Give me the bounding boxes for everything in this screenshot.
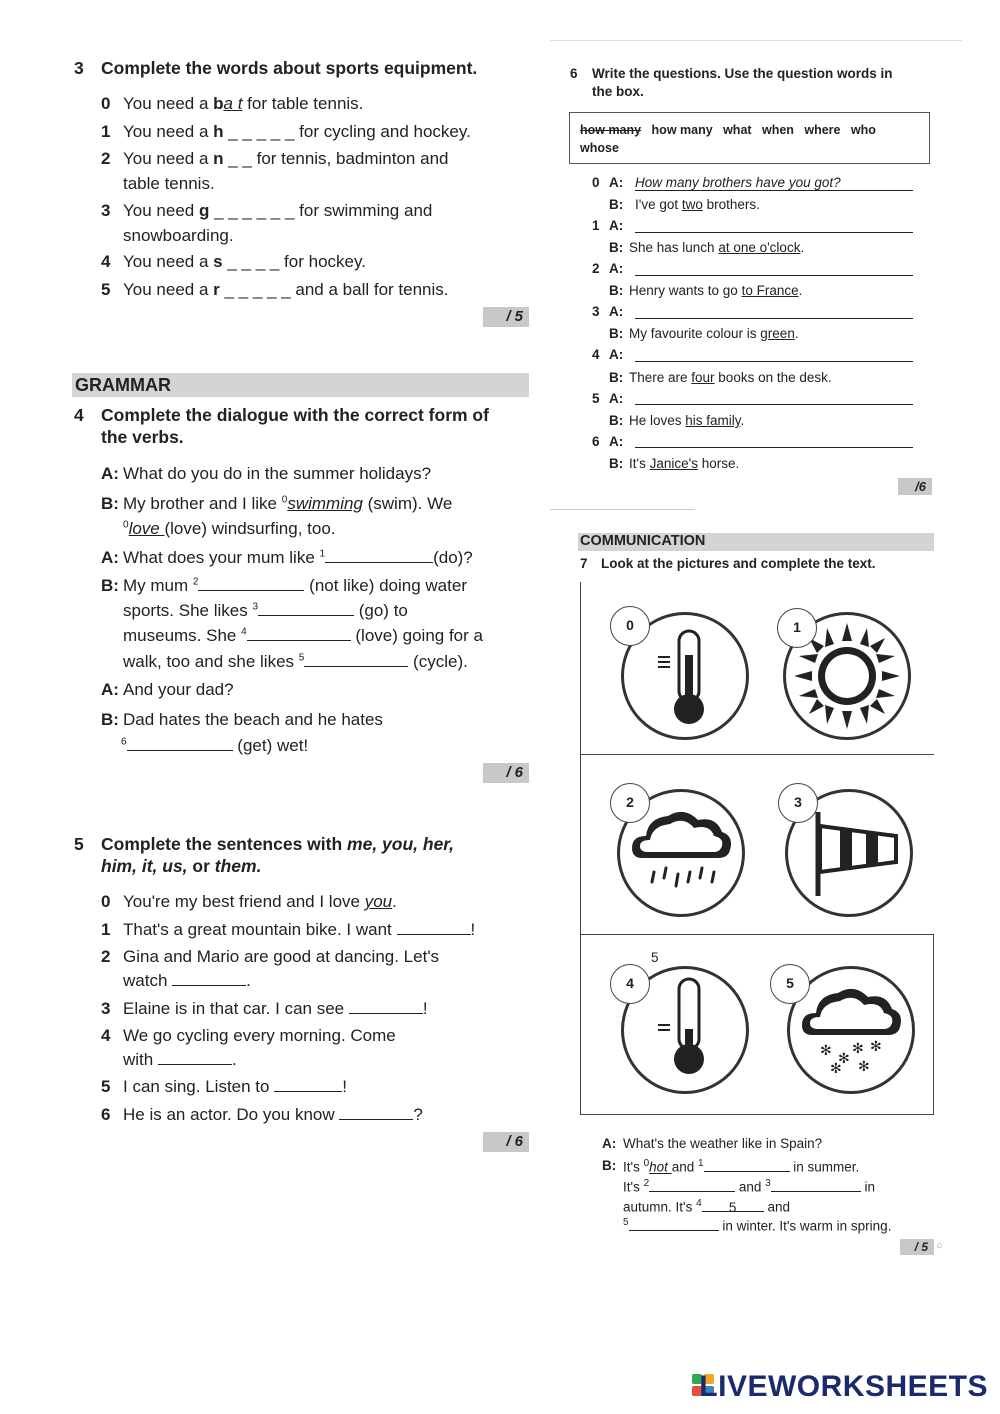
ex6-title-line2: the box. <box>592 84 644 99</box>
communication-heading-bar <box>578 533 934 551</box>
dialogue-line: sports. She likes $^3$ (go) to <box>123 601 408 620</box>
panel-border <box>580 582 581 1115</box>
ex3-item-0: You need a ba t for table tennis. <box>123 94 364 113</box>
answer-blank-5[interactable] <box>304 652 408 667</box>
ex7-a-label: A: <box>602 1136 617 1151</box>
ex6-title-line1: Write the questions. Use the question words in <box>592 66 893 81</box>
ex3-item-number: 0 <box>101 94 111 113</box>
ex7-a-line: What's the weather like in Spain? <box>623 1136 823 1151</box>
ex5-sentence-3: Elaine is in that car. I can see ! <box>123 999 428 1018</box>
speaker-b: B: <box>101 576 119 595</box>
speaker-b: B: <box>101 494 119 513</box>
ex5-blank-1[interactable] <box>397 920 471 935</box>
panel-border <box>933 934 934 1115</box>
section-divider <box>550 509 695 510</box>
ex3-number: 3 <box>74 58 84 78</box>
ex5-sentence-5: I can sing. Listen to ! <box>123 1077 347 1096</box>
ex6-b-label: B: <box>609 326 624 341</box>
ex6-b-label: B: <box>609 456 624 471</box>
ex6-answer-3: My favourite colour is green. <box>629 326 799 341</box>
answer-blank-3[interactable] <box>258 601 354 616</box>
ex5-item-number: 2 <box>101 947 111 966</box>
ex6-number: 6 <box>570 66 578 81</box>
ex6-question-blank-2[interactable] <box>635 275 913 276</box>
ex5-title-line1: Complete the sentences with me, you, her, <box>101 834 455 854</box>
panel-border <box>580 1114 934 1115</box>
ex5-item-number: 1 <box>101 920 111 939</box>
ex5-sentence-0: You're my best friend and I love you. <box>123 892 397 911</box>
dialogue-line: Dad hates the beach and he hates <box>123 710 383 729</box>
ex6-answer-2: Henry wants to go to France. <box>629 283 803 298</box>
ex3-item-4[interactable]: You need a s _ _ _ _ for hockey. <box>123 252 366 271</box>
dialogue-line: What does your mum like $^1$ (do)? <box>123 548 473 567</box>
picture-badge: 5 <box>770 964 810 1004</box>
weather-blank-5[interactable] <box>629 1219 719 1231</box>
svg-text:✻: ✻ <box>830 1061 842 1077</box>
ex6-b-label: B: <box>609 197 624 212</box>
ex6-question-blank-5[interactable] <box>635 404 913 405</box>
ex6-item-number: 5 <box>592 391 600 406</box>
ex6-item-number: 6 <box>592 434 600 449</box>
ex5-blank-3[interactable] <box>349 999 423 1014</box>
ex4-title-line2: the verbs. <box>101 427 184 447</box>
ex6-b-label: B: <box>609 370 624 385</box>
ex7-b-line4: $^5$ in winter. It's warm in spring. <box>623 1217 892 1234</box>
answer-blank-6[interactable] <box>127 736 233 751</box>
ex3-item-number: 5 <box>101 280 111 299</box>
ex3-item-2[interactable]: You need a n _ _ for tennis, badminton and <box>123 149 449 168</box>
ex5-sentence-2: Gina and Mario are good at dancing. Let's <box>123 947 440 966</box>
ex7-b-line3: autumn. It's $^4$ 5 and <box>623 1198 790 1215</box>
ex3-item-2-cont: table tennis. <box>123 174 215 193</box>
ex5-blank-6[interactable] <box>339 1105 413 1120</box>
dialogue-line: My mum $^2$ (not like) doing water <box>123 576 467 595</box>
ex3-title: Complete the words about sports equipment. <box>101 58 478 78</box>
ex7-number: 7 <box>580 556 588 571</box>
ex5-item-number: 3 <box>101 999 111 1018</box>
ex6-a-label: A: <box>609 391 624 406</box>
ex7-title: Look at the pictures and complete the text. <box>601 556 876 571</box>
ex5-blank-4[interactable] <box>158 1050 232 1065</box>
dialogue-line: My brother and I like $^0$swimming (swim). We <box>123 494 453 513</box>
ex6-question-blank-1[interactable] <box>635 232 913 233</box>
ex5-title-line2: him, it, us, or them. <box>101 856 262 876</box>
ex5-blank-5[interactable] <box>274 1077 342 1092</box>
ex7-b-line2: It's $^2$ and $^3$ in <box>623 1178 876 1195</box>
ex6-answer-1: She has lunch at one o'clock. <box>629 240 805 255</box>
struck-word: how many <box>580 123 642 137</box>
score-mark-icon: ○ <box>936 1240 943 1252</box>
svg-text:✻: ✻ <box>852 1041 864 1057</box>
ex6-b-label: B: <box>609 283 624 298</box>
ex5-sentence-2-cont: watch . <box>123 971 251 990</box>
ex4-score: / 6 <box>483 763 529 783</box>
ex5-sentence-4-cont: with . <box>123 1050 237 1069</box>
ex7-b-label: B: <box>602 1158 617 1173</box>
speaker-b: B: <box>101 710 119 729</box>
weather-blank-1[interactable] <box>704 1160 790 1172</box>
weather-blank-4[interactable]: 5 <box>702 1200 764 1212</box>
ex4-title-line1: Complete the dialogue with the correct form of <box>101 405 489 425</box>
ex7-b-line1: It's $^0$hot and $^1$ in summer. <box>623 1158 860 1175</box>
ex6-item-number: 3 <box>592 304 600 319</box>
stray-number: 5 <box>651 950 659 965</box>
ex3-item-3[interactable]: You need g _ _ _ _ _ _ for swimming and <box>123 201 433 220</box>
question-word-box-line1: how many how many what when where who <box>580 123 876 137</box>
ex3-item-number: 2 <box>101 149 111 168</box>
ex6-question-0: How many brothers have you got? <box>635 175 913 191</box>
grammar-heading: GRAMMAR <box>75 375 171 395</box>
panel-border <box>580 754 934 755</box>
ex5-sentence-6: He is an actor. Do you know ? <box>123 1105 423 1124</box>
dialogue-line: museums. She $^4$ (love) going for a <box>123 626 483 645</box>
speaker-a: A: <box>101 680 119 699</box>
ex3-item-number: 1 <box>101 122 111 141</box>
ex6-b-label: B: <box>609 413 624 428</box>
ex3-item-3-cont: snowboarding. <box>123 226 234 245</box>
weather-blank-2[interactable] <box>649 1180 735 1192</box>
ex4-number: 4 <box>74 405 84 425</box>
picture-badge: 1 <box>777 608 817 648</box>
ex6-a-label: A: <box>609 304 624 319</box>
ex6-a-label: A: <box>609 261 624 276</box>
ex3-answer-0: a t <box>223 94 243 113</box>
ex6-item-number: 4 <box>592 347 600 362</box>
ex5-number: 5 <box>74 834 84 854</box>
speaker-a: A: <box>101 548 119 567</box>
ex6-item-number: 0 <box>592 175 600 190</box>
ex3-item-5[interactable]: You need a r _ _ _ _ _ and a ball for tennis. <box>123 280 449 299</box>
communication-heading: COMMUNICATION <box>580 533 706 549</box>
ex6-b-label: B: <box>609 240 624 255</box>
liveworksheets-logo[interactable]: LIVEWORKSHEETS <box>699 1370 988 1403</box>
ex6-question-blank-3[interactable] <box>635 318 913 319</box>
picture-badge: 2 <box>610 783 650 823</box>
dialogue-line: walk, too and she likes $^5$ (cycle). <box>123 652 468 671</box>
weather-blank-3[interactable] <box>771 1180 861 1192</box>
ex6-answer-0: I've got two brothers. <box>635 197 760 212</box>
ex3-item-number: 3 <box>101 201 111 220</box>
ex3-score: / 5 <box>483 307 529 327</box>
answer-blank-1[interactable] <box>325 548 433 563</box>
picture-badge: 0 <box>610 606 650 646</box>
ex5-item-number: 6 <box>101 1105 111 1124</box>
ex6-answer-4: There are four books on the desk. <box>629 370 832 385</box>
svg-text:✻: ✻ <box>870 1039 882 1055</box>
ex3-item-1[interactable]: You need a h _ _ _ _ _ for cycling and hockey. <box>123 122 471 141</box>
dialogue-line: What do you do in the summer holidays? <box>123 464 432 483</box>
top-divider <box>550 40 962 41</box>
grammar-heading-bar <box>72 373 529 397</box>
ex6-item-number: 1 <box>592 218 600 233</box>
ex5-sentence-1: That's a great mountain bike. I want ! <box>123 920 476 939</box>
ex5-blank-2[interactable] <box>172 971 246 986</box>
dialogue-line: $^6$ (get) wet! <box>121 736 309 755</box>
panel-border <box>580 934 934 935</box>
svg-text:✻: ✻ <box>838 1051 850 1067</box>
ex6-question-blank-4[interactable] <box>635 361 913 362</box>
ex5-sentence-4: We go cycling every morning. Come <box>123 1026 396 1045</box>
answer-blank-4[interactable] <box>247 626 351 641</box>
ex6-item-number: 2 <box>592 261 600 276</box>
ex6-question-blank-6[interactable] <box>635 447 913 448</box>
picture-badge: 4 <box>610 964 650 1004</box>
ex3-item-number: 4 <box>101 252 111 271</box>
question-word-box <box>569 112 930 164</box>
picture-badge: 3 <box>778 783 818 823</box>
question-word-box-line2: whose <box>580 141 619 155</box>
dialogue-line: And your dad? <box>123 680 234 699</box>
ex5-item-number: 0 <box>101 892 111 911</box>
ex6-a-label: A: <box>609 175 624 190</box>
answer-blank-2[interactable] <box>198 576 304 591</box>
ex7-score: / 5 <box>900 1239 934 1255</box>
ex5-item-number: 4 <box>101 1026 111 1045</box>
ex6-score: /6 <box>898 478 932 495</box>
ex6-a-label: A: <box>609 218 624 233</box>
svg-text:✻: ✻ <box>858 1059 870 1075</box>
speaker-a: A: <box>101 464 119 483</box>
ex6-a-label: A: <box>609 347 624 362</box>
ex6-answer-5: He loves his family. <box>629 413 745 428</box>
ex5-score: / 6 <box>483 1132 529 1152</box>
svg-text:✻: ✻ <box>820 1043 832 1059</box>
ex5-item-number: 5 <box>101 1077 111 1096</box>
dialogue-line: $^0$love (love) windsurfing, too. <box>123 519 336 538</box>
ex6-a-label: A: <box>609 434 624 449</box>
ex6-answer-6: It's Janice's horse. <box>629 456 740 471</box>
